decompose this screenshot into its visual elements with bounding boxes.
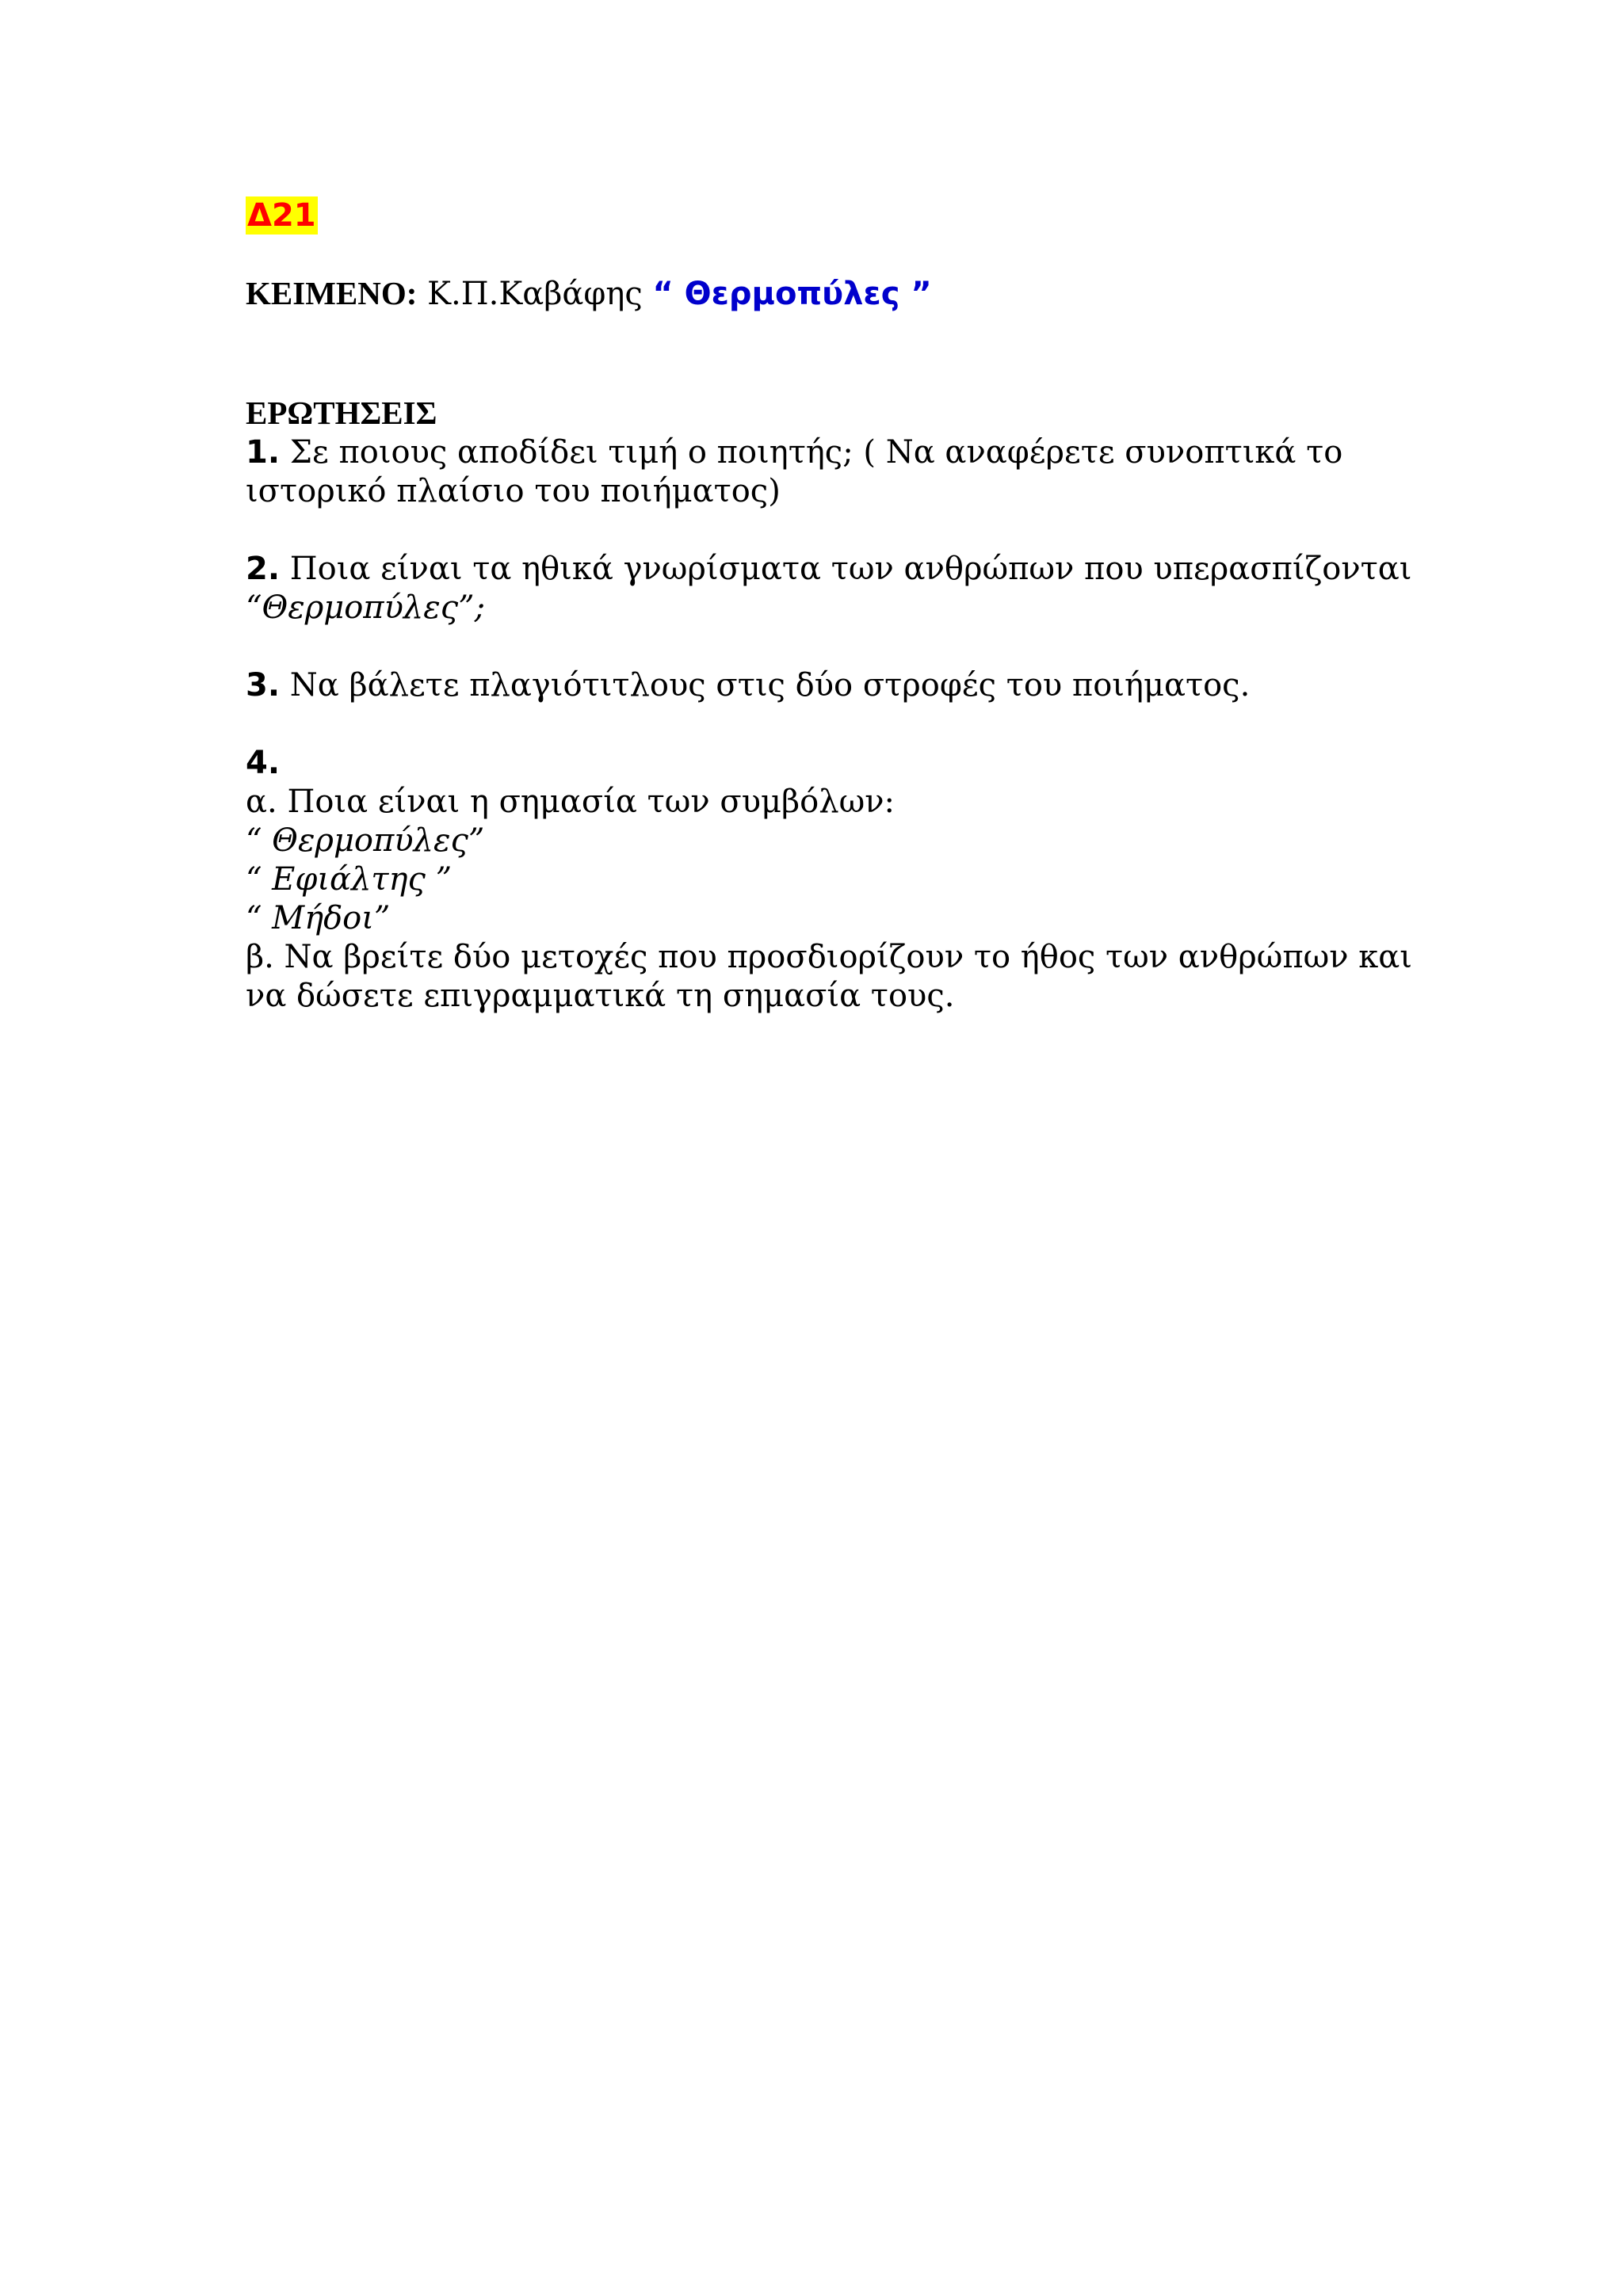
- question-1-line-1: [246, 433, 1419, 472]
- question-4: [246, 744, 1419, 1016]
- document-page: [246, 196, 1419, 1016]
- questions-heading: ΕΡΩΤΗΣΕΙΣ: [246, 395, 437, 431]
- questions-heading-line: [246, 394, 1419, 433]
- question-1-number: 1.: [246, 434, 281, 471]
- question-3-line-1: [246, 666, 1419, 705]
- question-1-text: Σε ποιους αποδίδει τιμή ο ποιητής; ( Να αναφέρετε συνοπτικά το: [280, 434, 1343, 471]
- document-code-tag: Δ21: [247, 197, 316, 234]
- text-label: ΚΕΙΜΕΝΟ:: [246, 275, 418, 311]
- question-2: [246, 550, 1419, 627]
- question-2-text: Ποια είναι τα ηθικά γνωρίσματα των ανθρώπων που υπερασπίζονται: [280, 551, 1412, 587]
- question-4-part-b-line-1: β. Να βρείτε δύο μετοχές που προσδιορίζουν το ήθος των ανθρώπων και: [246, 939, 1412, 975]
- symbol-item: “ Εφιάλτης ”: [246, 861, 453, 898]
- question-3-number: 3.: [246, 667, 281, 704]
- question-1: [246, 433, 1419, 511]
- poem-title: “ Θερμοπύλες ”: [652, 276, 932, 312]
- question-1-line-2: ιστορικό πλαίσιο του ποιήματος): [246, 473, 781, 509]
- question-4-part-b-line-2: να δώσετε επιγραμματικά τη σημασία τους.: [246, 978, 955, 1014]
- question-2-line-1: [246, 550, 1419, 589]
- question-4-part-a: α. Ποια είναι η σημασία των συμβόλων:: [246, 784, 895, 820]
- symbol-item: “ Θερμοπύλες”: [246, 822, 485, 859]
- question-2-line-2: “Θερμοπύλες”;: [246, 589, 486, 626]
- question-3: [246, 666, 1419, 705]
- question-4-number: 4.: [246, 745, 281, 781]
- question-2-number: 2.: [246, 551, 281, 587]
- symbol-item: “ Μήδοι”: [246, 900, 391, 936]
- text-title-line: [246, 274, 1419, 314]
- question-3-text: Να βάλετε πλαγιότιτλους στις δύο στροφές του ποιήματος.: [280, 667, 1251, 704]
- author-name: Κ.Π.Καβάφης: [417, 276, 653, 312]
- document-code-line: [246, 196, 1419, 235]
- question-4-number-line: [246, 744, 1419, 783]
